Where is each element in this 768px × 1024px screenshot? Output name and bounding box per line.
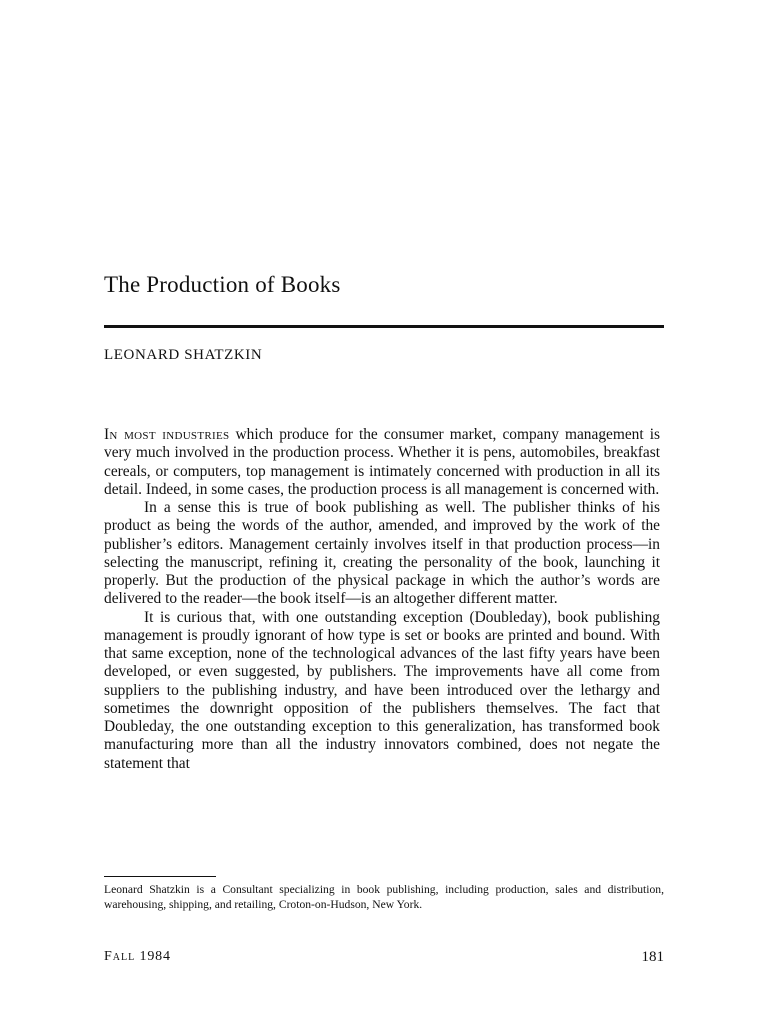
issue-year: 1984 [139,949,171,964]
lead-in-small-caps: In most industries [104,426,230,443]
article-body [104,426,660,773]
paragraph-1 [104,426,660,499]
paragraph-1-text: which produce for the consumer market, company management is very much involved in the production process. Whether it is pens, automobiles, breakfast cereals, or computers, top management is intimately concerned with production in all its detail. Indeed, in some cases, the production process is all management is concerned with. [104,426,660,498]
paragraph-2: In a sense this is true of book publishing as well. The publisher thinks of his product as being the words of the author, amended, and improved by the work of the publisher’s editors. Management certainly involves itself in that production process—in selecting the manuscript, refining it, creating the personality of the book, launching it properly. But the production of the physical package in which the author’s words are delivered to the reader—the book itself—is an altogether different matter. [104,499,660,608]
article-author: LEONARD SHATZKIN [104,347,263,363]
issue-date [104,949,171,965]
paragraph-3: It is curious that, with one outstanding exception (Doubleday), book publishing management is proudly ignorant of how type is set or books are printed and bound. With that same exception, none of the technological advances of the last fifty years have been developed, or even suggested, by publishers. The improvements have all come from suppliers to the publishing industry, and have been introduced over the lethargy and sometimes the downright opposition of the publishers themselves. The fact that Doubleday, the one outstanding exception to this generalization, has transformed book manufacturing more than all the industry innovators combined, does not negate the statement that [104,608,660,772]
author-footnote: Leonard Shatzkin is a Consultant specializing in book publishing, including production, sales and distribution, warehousing, shipping, and retailing, Croton-on-Hudson, New York. [104,883,664,911]
footnote-divider [104,876,216,877]
title-divider [104,325,664,328]
article-title: The Production of Books [104,272,341,297]
page-number: 181 [641,949,664,965]
issue-season: Fall [104,949,136,964]
